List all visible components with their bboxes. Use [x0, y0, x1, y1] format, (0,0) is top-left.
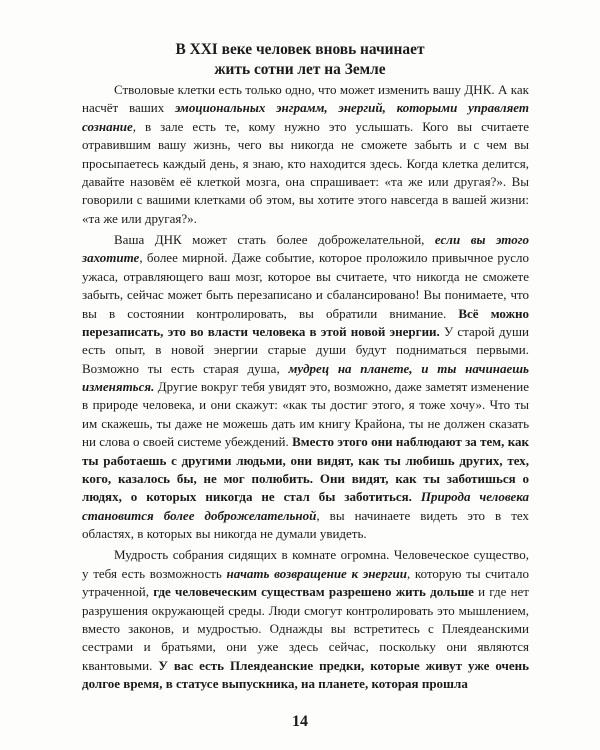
heading-line-2: жить сотни лет на Земле [214, 61, 386, 78]
chapter-heading [60, 40, 540, 80]
paragraph-1 [82, 81, 529, 228]
text-run: , в зале есть те, кому нужно это услышать. Кого вы считаете отравившим вашу жизнь, чего вы никогда не сможете забыть и с чем вы просыпаетесь каждый день, я знаю, кто находится здесь. Когда клетка делится, давайте назовём её клеткой мозга, она спрашивает: «та же или другая?». Вы говорили с вашими клетками об этом, вы хотите этого навсегда в вашей жизни: «та же или другая?». [82, 118, 529, 226]
text-run [412, 489, 421, 504]
text-run: , которую ты считало утраченной, [82, 565, 529, 600]
text-run: У старой души есть опыт, в новой энергии старые души будут подниматься первыми. Возможно ты есть старая душа, [82, 323, 530, 376]
text-run: Другие вокруг тебя увидят это, возможно, даже заметят изменение в природе человека, и они скажут: «как ты достиг этого, я тоже хочу». Что ты им скажешь, ты даже не можешь дать им книгу Крайона, ты не должен сказать ни слова о своей системе убеждений. [82, 379, 529, 450]
text-run: Вместо этого они наблюдают за тем, как ты работаешь с другими людьми, они видят, как ты любишь других, тех, кого, казалось бы, не мог полюбить. Они видят, как ты заботишься о людях, о которых никогда не стал бы заботиться. [82, 434, 529, 505]
text-run: начать возвращение к энергии [226, 565, 407, 581]
heading-line-1: В XXI веке человек вновь начинает [175, 41, 425, 58]
paragraph-2 [82, 231, 529, 543]
text-run: У вас есть Плеядеанские предки, которые живут уже очень долгое время, в статусе выпускника, на планете, которая прошла [82, 657, 530, 691]
text-run: и где нет разрушения окружающей среды. Люди смогут контролировать это мышлением, вместо законов, и мудростью. Однажды вы встретитесь с Плеядеанскими сестрами и братьями, они уже здесь сейчас, поскольку они являются квантовыми. [82, 584, 529, 673]
text-run: Ваша ДНК может стать более доброжелательной, [114, 232, 435, 247]
body-text [82, 81, 529, 696]
text-run: мудрец на планете, и ты начинаешь изменяться. [82, 360, 529, 394]
text-run: если вы этого захотите [82, 232, 529, 266]
paragraph-3 [82, 546, 529, 693]
text-run: Мудрость собрания сидящих в комнате огромна. Человеческое существо, у тебя есть возможность [82, 547, 529, 581]
text-run: где человеческим существам разрешено жить дольше [153, 584, 474, 600]
text-run: Природа человека становится более доброжелательной [82, 489, 530, 523]
text-run: , более мирной. Даже событие, которое проложило привычное русло ужаса, отравляющего ваш мозг, которое вы считаете, что никогда не сможете забыть, сейчас может быть перезаписано и сбалансировано! Вы понимаете, что вы в состоянии контролировать, вы обратили внимание. [82, 250, 529, 321]
text-run: , вы начинаете видеть это в тех областях, в которых вы никогда не думали увидеть. [82, 507, 529, 541]
page-number: 14 [292, 713, 308, 730]
text-run: Стволовые клетки есть только одно, что может изменить вашу ДНК. А как насчёт ваших [82, 82, 529, 116]
text-run: Всё можно перезаписать, это во власти человека в этой новой энергии. [82, 305, 529, 339]
text-run: эмоциональных энграмм, энергий, которыми управляет сознание [82, 100, 529, 134]
